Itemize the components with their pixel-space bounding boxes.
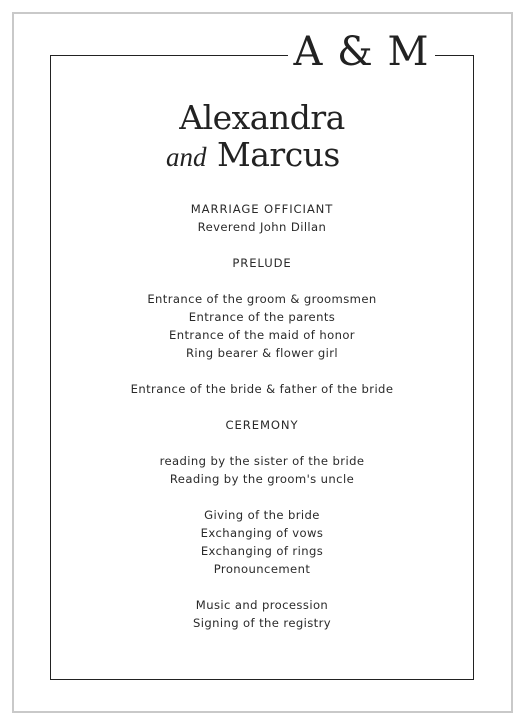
prelude-item: Ring bearer & flower girl bbox=[185, 346, 339, 360]
officiant-name: Reverend John Dillan bbox=[197, 220, 327, 234]
ceremony-heading: CEREMONY bbox=[225, 418, 299, 432]
prelude-item: Entrance of the maid of honor bbox=[169, 328, 355, 342]
name-first: Alexandra bbox=[179, 98, 345, 137]
closing-item: Signing of the registry bbox=[192, 616, 332, 630]
closing-item: Music and procession bbox=[195, 598, 329, 612]
name-connector: and bbox=[166, 142, 207, 172]
reading-item: Reading by the groom's uncle bbox=[169, 472, 355, 486]
prelude-item: Entrance of the parents bbox=[188, 310, 336, 324]
rite-item: Exchanging of rings bbox=[200, 544, 324, 558]
prelude-heading: PRELUDE bbox=[232, 256, 292, 270]
rite-item: Pronouncement bbox=[213, 562, 311, 576]
rite-item: Giving of the bride bbox=[204, 508, 320, 522]
prelude-item: Entrance of the groom & groomsmen bbox=[147, 292, 377, 306]
names-second-row bbox=[166, 133, 340, 177]
name-second: Marcus bbox=[216, 135, 340, 174]
monogram: A & M bbox=[288, 28, 435, 76]
officiant-heading: MARRIAGE OFFICIANT bbox=[190, 202, 334, 216]
reading-item: reading by the sister of the bride bbox=[159, 454, 365, 468]
ceremony-program bbox=[50, 200, 474, 632]
bride-entrance: Entrance of the bride & father of the bride bbox=[130, 382, 394, 396]
rite-item: Exchanging of vows bbox=[200, 526, 324, 540]
